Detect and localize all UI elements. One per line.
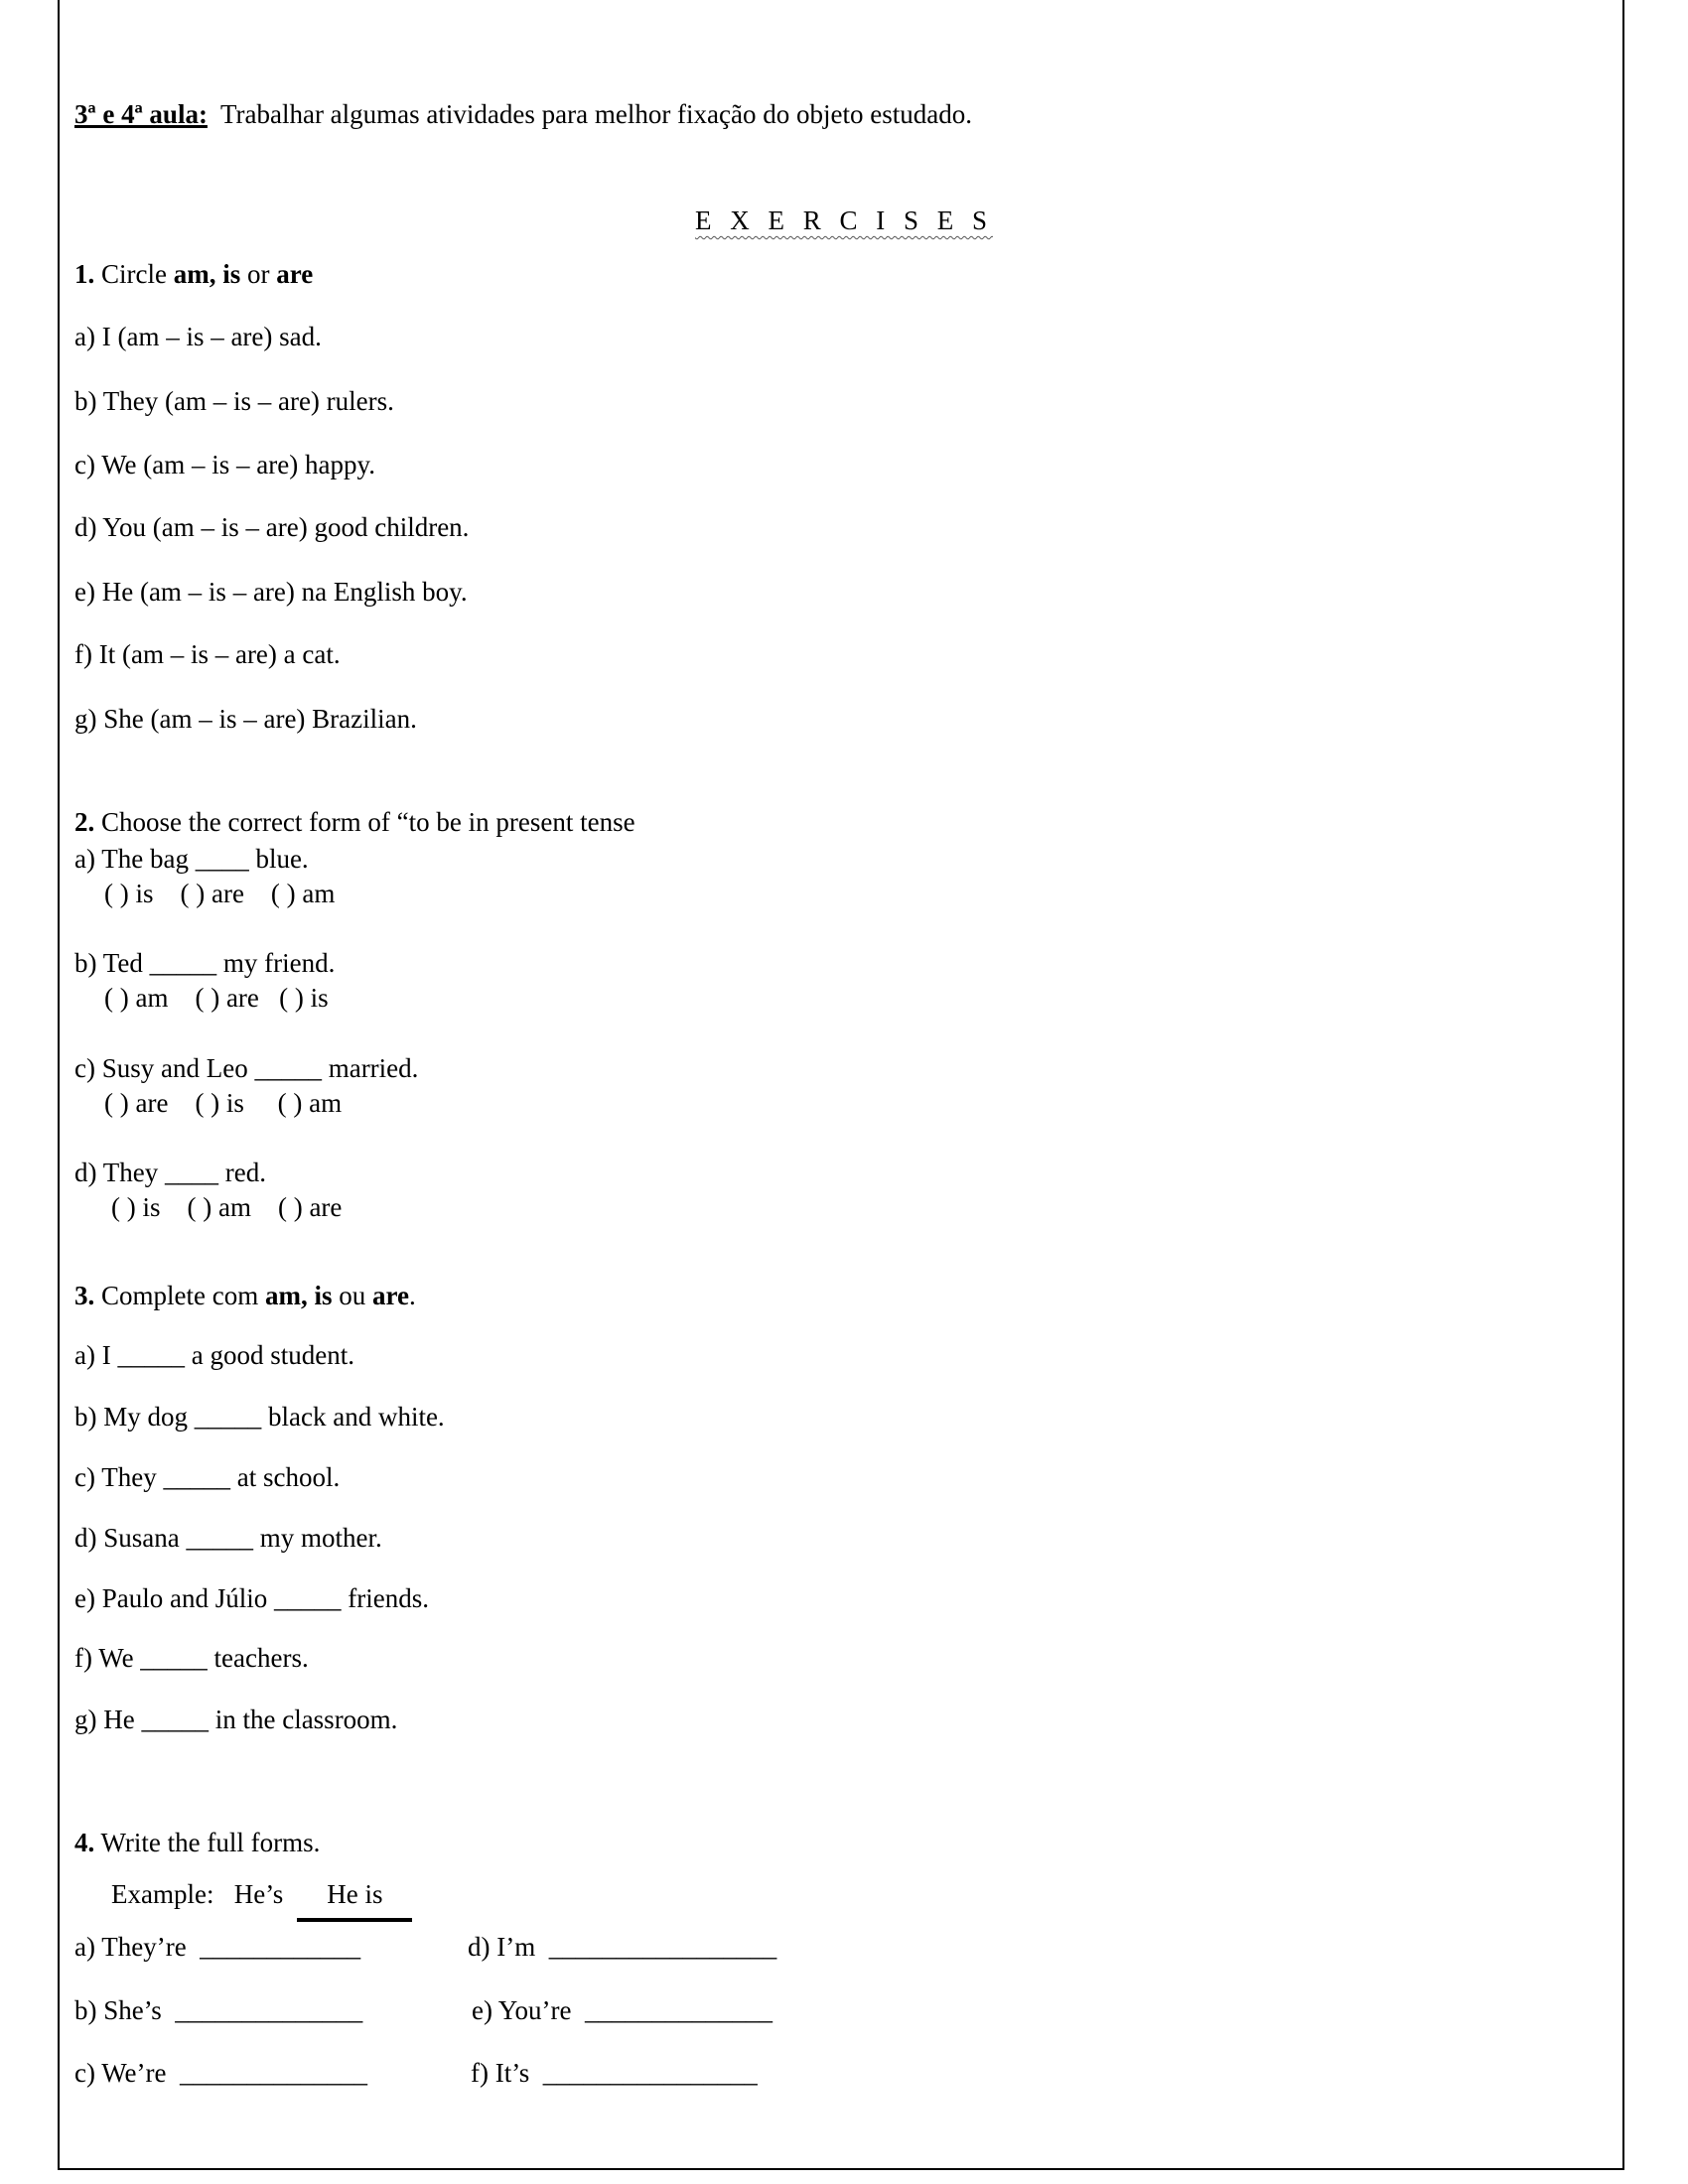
exercises-title: E X E R C I S E S [694,205,994,235]
exercise-2-question: a) The bag ____ blue. [74,844,309,874]
exercise-4-item: b) She’s ______________ [74,1995,363,2025]
exercise-1-item: e) He (am – is – are) na English boy. [74,577,468,607]
exercise-2-options: ( ) am ( ) are ( ) is [104,983,329,1013]
exercise-1-heading: 1. Circle am, is or are [74,259,314,289]
exercise-2-question: b) Ted _____ my friend. [74,948,336,978]
example-answer: He is [297,1878,412,1922]
exercise-4-item: f) It’s ________________ [471,2058,758,2088]
exercise-1-item: f) It (am – is – are) a cat. [74,639,341,669]
exercise-1-item: d) You (am – is – are) good children. [74,512,470,542]
exercise-3-item: a) I _____ a good student. [74,1340,354,1370]
exercise-4-item: d) I’m _________________ [468,1932,777,1962]
exercise-3-item: c) They _____ at school. [74,1462,341,1492]
exercise-3-heading: 3. Complete com am, is ou are. [74,1281,416,1310]
lesson-header [74,98,972,130]
exercise-2-options: ( ) is ( ) are ( ) am [104,879,336,908]
exercise-4-example: Example: He’s He is [111,1878,412,1922]
exercise-2-options: ( ) is ( ) am ( ) are [111,1192,343,1222]
exercise-1-item: b) They (am – is – are) rulers. [74,386,394,416]
exercise-4-item: e) You’re ______________ [472,1995,773,2025]
exercise-3-item: b) My dog _____ black and white. [74,1402,445,1432]
exercise-1-item: c) We (am – is – are) happy. [74,450,375,479]
lesson-label: 3ª e 4ª aula: [74,99,208,129]
exercise-2-question: c) Susy and Leo _____ married. [74,1053,419,1083]
exercise-2-question: d) They ____ red. [74,1158,266,1187]
exercise-3-item: g) He _____ in the classroom. [74,1705,398,1734]
exercise-4-heading: 4. Write the full forms. [74,1828,321,1857]
exercise-2-options: ( ) are ( ) is ( ) am [104,1088,343,1118]
exercise-3-item: d) Susana _____ my mother. [74,1523,382,1553]
exercise-3-item: f) We _____ teachers. [74,1643,309,1673]
exercise-3-item: e) Paulo and Júlio _____ friends. [74,1583,429,1613]
exercise-4-item: a) They’re ____________ [74,1932,361,1962]
exercise-4-item: c) We’re ______________ [74,2058,368,2088]
exercise-1-item: a) I (am – is – are) sad. [74,322,322,351]
exercise-1-item: g) She (am – is – are) Brazilian. [74,704,417,734]
exercise-2-heading: 2. Choose the correct form of “to be in present tense [74,807,635,837]
lesson-description: Trabalhar algumas atividades para melhor fixação do objeto estudado. [219,99,972,129]
